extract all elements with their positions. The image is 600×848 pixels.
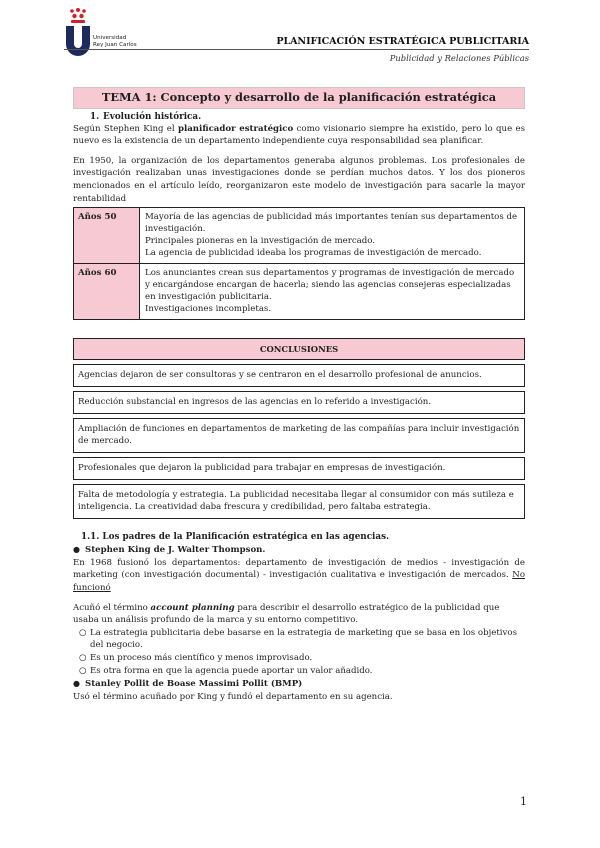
section-heading-1-1: 1.1. Los padres de la Planificación estratégica en las agencias. bbox=[81, 532, 390, 543]
bullet-heading: Stanley Pollit de Boase Massimi Pollit (BMP) bbox=[85, 679, 303, 690]
table-row bbox=[74, 392, 525, 414]
list-item-text: La estrategia publicitaria debe basarse en la estrategia de marketing que se basa en los objetivos del negocio. bbox=[90, 627, 517, 651]
king-text: En 1968 fusionó los departamentos: departamento de investigación de medios - investigación de marketing (con investigación documental) - investigación cualitativa e investigación de mercados. bbox=[73, 557, 525, 581]
section-number: 1. bbox=[90, 111, 100, 122]
u-logo-icon bbox=[64, 26, 92, 56]
list-item bbox=[73, 627, 525, 652]
decade-description bbox=[140, 208, 525, 264]
intro-text-bold: planificador estratégico bbox=[177, 123, 294, 134]
decade-line: Investigaciones incompletas. bbox=[145, 304, 272, 315]
intro-text-a: Según Stephen King el bbox=[73, 123, 178, 134]
table-row bbox=[74, 485, 525, 519]
bullet-king bbox=[73, 543, 525, 557]
intro-text-c: como visionario siempre ha existido, pero lo que es nuevo es la existencia de un departamento independiente cuya responsabilidad sea planificar. bbox=[73, 123, 525, 147]
page-content bbox=[73, 87, 525, 703]
header-title: PLANIFICACIÓN ESTRATÉGICA PUBLICITARIA bbox=[276, 36, 529, 47]
table-row bbox=[74, 458, 525, 480]
account-text-c: para describir el desarrollo estratégico de la publicidad que usaba un análisis profundo de la marca y su entorno competitivo. bbox=[73, 602, 500, 626]
tema-title: TEMA 1: Concepto y desarrollo de la planificación estratégica bbox=[73, 87, 525, 109]
conclusion-item: Agencias dejaron de ser consultoras y se centraron en el desarrollo profesional de anuncios. bbox=[74, 365, 525, 387]
account-planning-paragraph bbox=[73, 602, 525, 627]
logo-text bbox=[93, 35, 137, 49]
account-term: account planning bbox=[150, 602, 235, 613]
decade-label: Años 60 bbox=[74, 264, 140, 320]
account-text-a: Acuñó el término bbox=[73, 602, 151, 613]
decade-description bbox=[140, 264, 525, 320]
decade-line: Los anunciantes crean sus departamentos y programas de investigación de mercado y encargándose encargan de hacerla; siendo las agencias consejeras especializadas en investigación publicitaria. bbox=[145, 268, 515, 303]
circle-bullet-icon: ○ bbox=[79, 652, 87, 663]
bullet-pollit bbox=[73, 677, 525, 691]
bullet-icon: ● bbox=[73, 544, 80, 555]
conclusion-item: Profesionales que dejaron la publicidad para trabajar en empresas de investigación. bbox=[74, 458, 525, 480]
table-row bbox=[74, 419, 525, 453]
decade-line: Mayoría de las agencias de publicidad más importantes tenían sus departamentos de investigación. bbox=[145, 212, 518, 235]
list-item-text: Es otra forma en que la agencia puede aportar un valor añadido. bbox=[90, 665, 373, 676]
logo-line-2: Rey Juan Carlos bbox=[93, 42, 137, 48]
header-divider bbox=[64, 49, 529, 50]
decade-line: La agencia de publicidad ideaba los programas de investigación de mercado. bbox=[145, 248, 482, 259]
decades-table bbox=[73, 207, 525, 320]
decade-label: Años 50 bbox=[74, 208, 140, 264]
king-underlined-text: No funcionó bbox=[73, 570, 525, 593]
circle-bullet-icon: ○ bbox=[79, 665, 87, 676]
table-row bbox=[74, 365, 525, 387]
pollit-paragraph: Usó el término acuñado por King y fundó el departamento en su agencia. bbox=[73, 691, 393, 702]
conclusions-table bbox=[73, 338, 525, 519]
crown-icon bbox=[68, 8, 88, 24]
table-header-row bbox=[74, 339, 525, 360]
section-title: Evolución histórica. bbox=[103, 111, 202, 122]
bullet-heading: Stephen King de J. Walter Thompson. bbox=[85, 545, 266, 556]
decade-line: Principales pioneras en la investigación de mercado. bbox=[145, 236, 376, 247]
king-paragraph bbox=[73, 557, 525, 595]
list-item-text: Es un proceso más científico y menos improvisado. bbox=[90, 652, 313, 663]
conclusion-item: Ampliación de funciones en departamentos de marketing de las compañías para incluir investigación de mercado. bbox=[74, 419, 525, 453]
table-row bbox=[74, 208, 525, 264]
page-number: 1 bbox=[520, 795, 527, 808]
bullet-icon: ● bbox=[73, 678, 80, 689]
header-subtitle: Publicidad y Relaciones Públicas bbox=[389, 53, 529, 63]
list-item bbox=[73, 652, 525, 665]
section-heading-1 bbox=[90, 111, 525, 123]
intro-paragraph bbox=[73, 123, 525, 148]
table-row bbox=[74, 264, 525, 320]
circle-bullet-icon: ○ bbox=[79, 627, 87, 638]
list-item bbox=[73, 665, 525, 678]
conclusions-title: CONCLUSIONES bbox=[74, 339, 525, 360]
history-paragraph: En 1950, la organización de los departamentos generaba algunos problemas. Los profesionales de investigación realizaban unas investigaciones donde se perdían muchos datos. Y los dos pioneros mencionados en el artículo leído, reorganizaron este modelo de investigación para sacarle la mayor rentabilidad bbox=[73, 155, 525, 204]
logo-line-1: Universidad bbox=[93, 35, 127, 41]
conclusion-item: Reducción substancial en ingresos de las agencias en lo referido a investigación. bbox=[74, 392, 525, 414]
university-logo bbox=[64, 8, 154, 54]
conclusion-item: Falta de metodología y estrategia. La publicidad necesitaba llegar al consumidor con más sutileza e inteligencia. La creatividad daba frescura y credibilidad, pero faltaba estrategia. bbox=[74, 485, 525, 519]
